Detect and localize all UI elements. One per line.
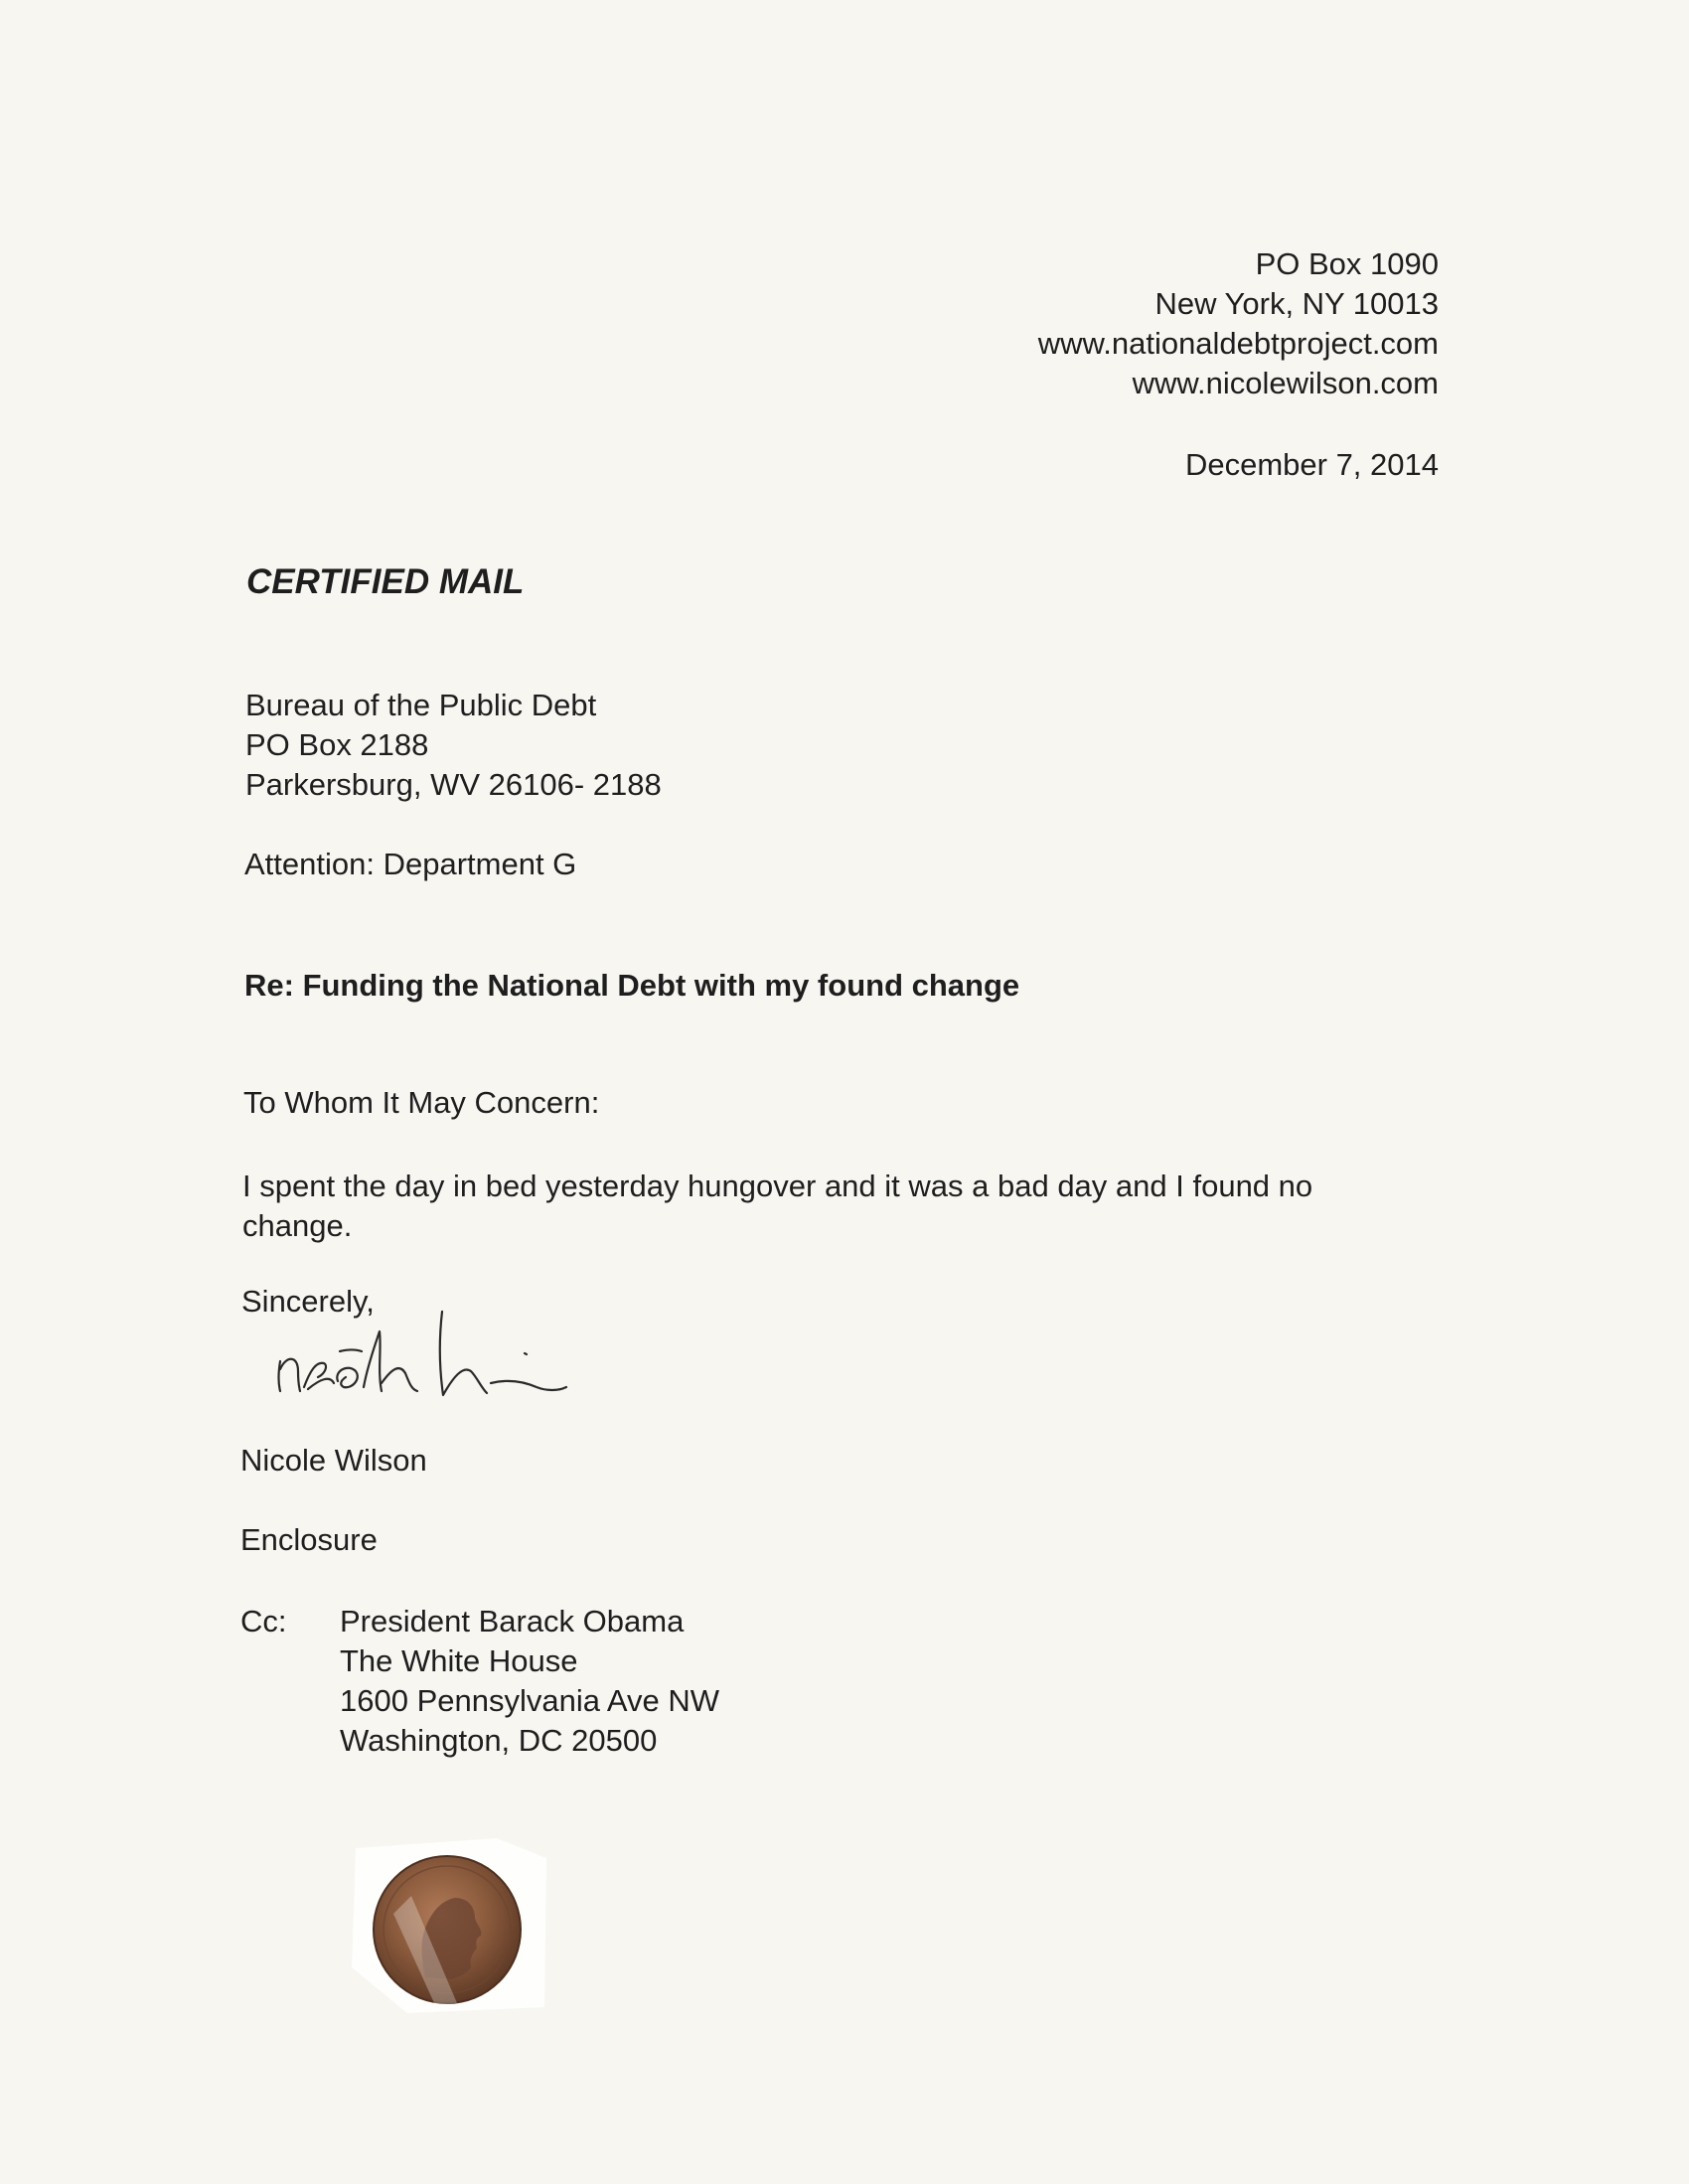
certified-mail-heading: CERTIFIED MAIL [246,562,525,601]
recipient-address-line: PO Box 2188 [245,727,429,762]
recipient-address-line: Parkersburg, WV 26106- 2188 [245,767,662,802]
signer-name: Nicole Wilson [240,1443,427,1478]
cc-line: 1600 Pennsylvania Ave NW [340,1683,719,1718]
sender-website-line: www.nicolewilson.com [1132,366,1439,400]
subject-line: Re: Funding the National Debt with my found change [244,968,1020,1003]
salutation: To Whom It May Concern: [243,1085,600,1120]
sender-website-line: www.nationaldebtproject.com [1037,326,1439,361]
letter-date: December 7, 2014 [1184,447,1439,482]
sender-address-line: New York, NY 10013 [1154,286,1439,321]
taped-penny-image [348,1818,546,2017]
cc-line: President Barack Obama [340,1604,685,1638]
handwritten-signature [268,1292,705,1421]
attention-line: Attention: Department G [244,847,577,881]
cc-label: Cc: [240,1604,287,1638]
body-line: change. [242,1208,353,1243]
sender-address-line: PO Box 1090 [1255,246,1439,281]
sender-address [1038,244,1439,403]
body-line: I spent the day in bed yesterday hungover and it was a bad day and I found no [242,1169,1313,1203]
enclosure-note: Enclosure [240,1522,378,1557]
recipient-address-line: Bureau of the Public Debt [245,688,597,722]
cc-line: The White House [340,1643,578,1678]
recipient-address [245,686,662,805]
cc-recipient [340,1602,719,1761]
closing: Sincerely, [241,1284,375,1319]
letter-body [242,1167,1435,1246]
cc-line: Washington, DC 20500 [340,1723,658,1758]
